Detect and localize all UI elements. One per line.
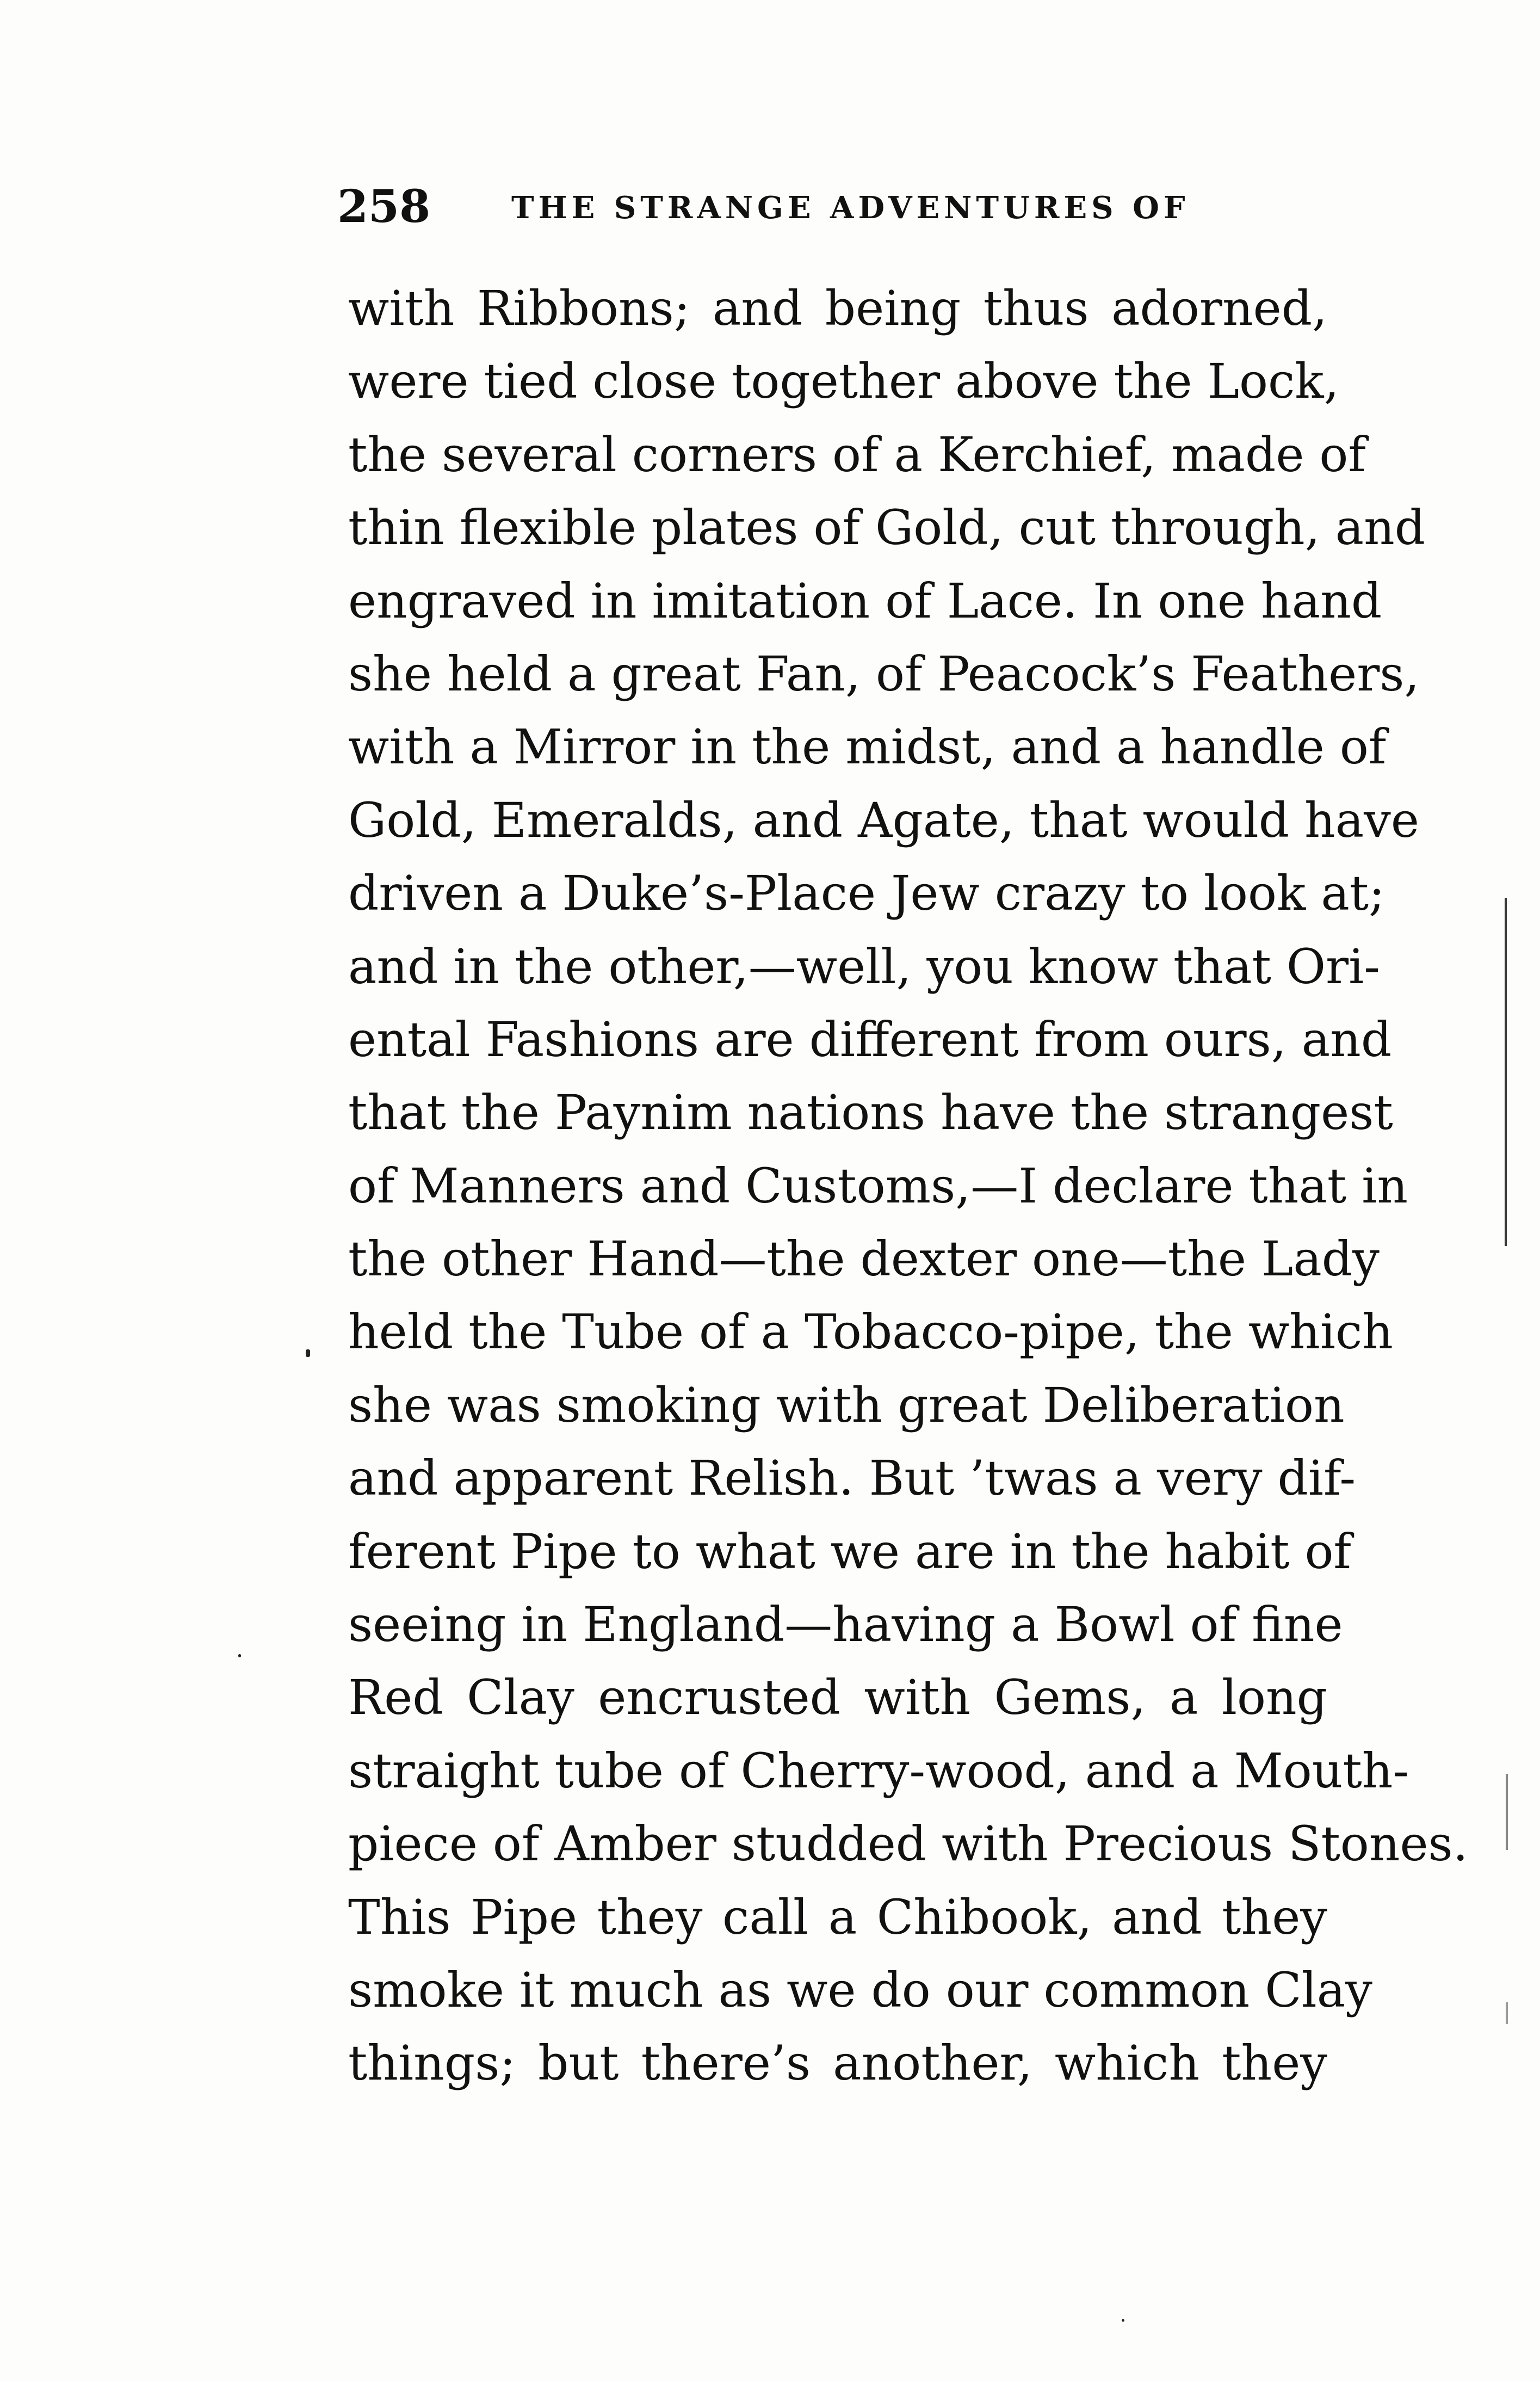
text-line: Red Clay encrusted with Gems, a long: [348, 1669, 1327, 1726]
running-head: [337, 180, 1371, 234]
text-line: and in the other,—well, you know that Ori-: [348, 938, 1380, 995]
text-line: of Manners and Customs,—I declare that in: [348, 1157, 1408, 1214]
ink-speck: [1122, 2319, 1124, 2322]
text-line: piece of Amber studded with Precious Stones.: [348, 1816, 1468, 1872]
ink-speck: [238, 1654, 241, 1657]
text-line: that the Paynim nations have the strangest: [348, 1084, 1393, 1141]
text-line: and apparent Relish. But ’twas a very dif-: [348, 1450, 1356, 1507]
text-line: held the Tube of a Tobacco-pipe, the which: [348, 1304, 1393, 1360]
text-line: engraved in imitation of Lace. In one hand: [348, 572, 1382, 629]
page-number: 258: [337, 181, 431, 233]
text-line: the several corners of a Kerchief, made of: [348, 426, 1366, 483]
text-line: the other Hand—the dexter one—the Lady: [348, 1231, 1380, 1287]
scan-margin-line: [1506, 1774, 1508, 1850]
text-line: she was smoking with great Deliberation: [348, 1377, 1345, 1433]
text-line: ferent Pipe to what we are in the habit of: [348, 1523, 1352, 1580]
text-line: straight tube of Cherry-wood, and a Mouth-: [348, 1742, 1409, 1799]
text-line: with a Mirror in the midst, and a handle of: [348, 719, 1387, 775]
text-line: things; but there’s another, which they: [348, 2035, 1327, 2092]
text-line: thin flexible plates of Gold, cut through, and: [348, 499, 1426, 556]
text-line: were tied close together above the Lock,: [348, 353, 1339, 410]
body-text: [348, 272, 1468, 2100]
scan-margin-line: [1506, 2002, 1508, 2024]
text-line: driven a Duke’s-Place Jew crazy to look at;: [348, 865, 1385, 922]
text-line: she held a great Fan, of Peacock’s Feathers,: [348, 645, 1420, 702]
text-line: seeing in England—having a Bowl of fine: [348, 1596, 1343, 1653]
text-line: ental Fashions are different from ours, and: [348, 1011, 1392, 1068]
running-title: THE STRANGE ADVENTURES OF: [511, 190, 1190, 226]
scan-margin-line: [1505, 898, 1507, 1246]
text-line: smoke it much as we do our common Clay: [348, 1961, 1372, 2018]
ink-speck: [306, 1349, 310, 1357]
text-line: Gold, Emeralds, and Agate, that would have: [348, 792, 1419, 848]
text-line: with Ribbons; and being thus adorned,: [348, 280, 1327, 336]
text-line: This Pipe they call a Chibook, and they: [348, 1889, 1327, 1945]
